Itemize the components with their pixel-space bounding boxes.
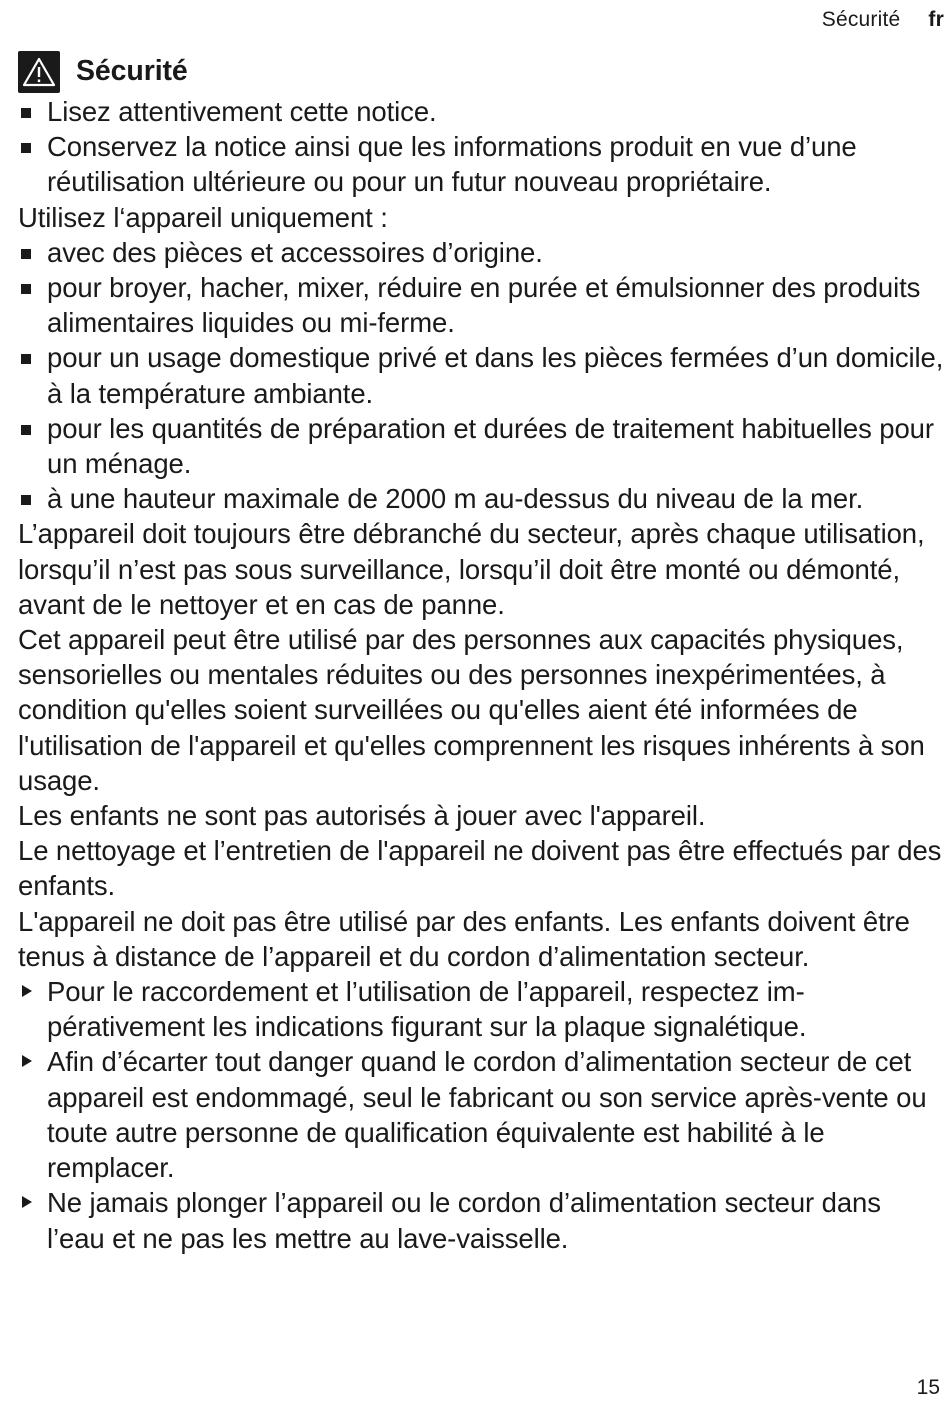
instruction-text: Ne jamais plonger l’appareil ou le cordon d’alimentation secteur dans l’eau et ne pas les mettre au lave-vaisselle. — [47, 1187, 881, 1254]
section-title: Sécurité — [76, 55, 188, 88]
square-bullet-icon — [21, 108, 31, 118]
instruction-item — [18, 1044, 944, 1185]
warning-triangle-icon — [18, 51, 60, 93]
arrow-bullet-icon — [22, 985, 32, 997]
arrow-bullet-icon — [22, 1196, 32, 1208]
arrow-bullet-icon — [22, 1055, 32, 1067]
paragraph-children-cleaning: Le nettoyage et l’entretien de l'appareil ne doivent pas être effectués par des enfants. — [18, 835, 942, 902]
header-section-title: Sécurité — [821, 8, 901, 31]
instruction-text: Pour le raccordement et l’utilisation de l’appareil, respectez impérativement les indications figurant sur la plaque signalétique. — [47, 976, 807, 1043]
instruction-text: Afin d’écarter tout danger quand le cordon d’alimentation secteur de cet appareil est endommagé, seul le fabricant ou son service après-vente ou toute autre personne de qualification équivalente est habilité à le remplacer. — [47, 1046, 927, 1184]
list-item-text: pour broyer, hacher, mixer, réduire en purée et émulsionner des produits alimentaires liquides ou mi-ferme. — [47, 272, 921, 339]
paragraph-children-use: L'appareil ne doit pas être utilisé par des enfants. Les enfants doivent être tenus à distance de l’appareil et du cordon d’alimentation secteur. — [18, 905, 910, 972]
paragraph-unplug: L’appareil doit toujours être débranché du secteur, après chaque utilisation, lorsqu’il n’est pas sous surveillance, lorsqu’il doit être monté ou démonté, avant de le nettoyer et en cas de panne. — [18, 518, 925, 620]
usage-intro: Utilisez l‘appareil uniquement : — [18, 201, 388, 233]
running-header — [822, 8, 944, 32]
list-item-text: Conservez la notice ainsi que les informations produit en vue d’une réutilisation ultérieure ou pour un futur nouveau propriétaire. — [47, 131, 857, 198]
section-heading — [18, 50, 944, 94]
list-item-text: pour un usage domestique privé et dans les pièces fermées d’un domicile, à la température ambiante. — [47, 342, 944, 409]
list-item — [18, 235, 944, 270]
list-item-text: avec des pièces et accessoires d’origine. — [47, 236, 543, 268]
header-language-code: fr — [928, 8, 944, 31]
instruction-item — [18, 974, 944, 1044]
list-item — [18, 94, 944, 129]
paragraph-reduced-capacities: Cet appareil peut être utilisé par des personnes aux capacités physiques, sensorielles ou mentales réduites ou des personnes inexpérimentées, à condition qu'elles soient surveillées ou qu'elles aient été informées de l'utilisation de l'appareil et qu'elles comprennent les risques inhérents à son usage. — [18, 624, 925, 796]
list-item — [18, 411, 944, 481]
instruction-list — [18, 974, 944, 1256]
square-bullet-icon — [21, 354, 31, 364]
square-bullet-icon — [21, 249, 31, 259]
list-item-text: Lisez attentivement cette notice. — [47, 96, 437, 127]
square-bullet-icon — [21, 143, 31, 153]
list-item — [18, 340, 944, 410]
page-number: 15 — [916, 1376, 940, 1399]
list-item — [18, 270, 944, 340]
square-bullet-icon — [21, 495, 31, 505]
intro-list — [18, 94, 944, 200]
instruction-item — [18, 1185, 944, 1255]
usage-list — [18, 235, 944, 517]
list-item — [18, 481, 944, 516]
paragraph-children-play: Les enfants ne sont pas autorisés à jouer avec l'appareil. — [18, 800, 706, 832]
page-content — [18, 50, 944, 1256]
list-item-text: à une hauteur maximale de 2000 m au-dessus du niveau de la mer. — [47, 483, 864, 515]
square-bullet-icon — [21, 284, 31, 294]
list-item-text: pour les quantités de préparation et durées de traitement habituelles pour un ménage. — [47, 412, 934, 480]
square-bullet-icon — [21, 425, 31, 435]
list-item — [18, 129, 944, 199]
